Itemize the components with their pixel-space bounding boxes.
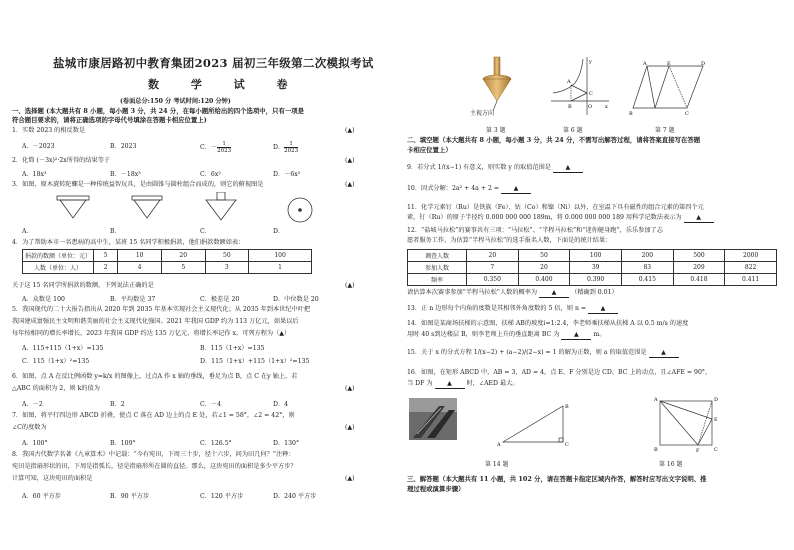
q8-option-c: C．120 平方步 [200, 493, 244, 500]
q13: 13．正 n 边形每个内角的度数是其相邻外角度数的 5 倍，则 n = ▲ [407, 305, 618, 314]
table-cell: 39 [570, 262, 622, 274]
fig14-triangle [497, 400, 575, 448]
q3-mark: (▲) [345, 181, 355, 188]
q4-option-d: D．中位数是 20 [273, 296, 319, 303]
table-cell: 50 [518, 250, 570, 262]
svg-text:A: A [643, 61, 647, 67]
section3-heading-2: 理过程或演算步骤） [407, 485, 465, 493]
q3-c-triangle [206, 200, 236, 220]
q6-option-c: C．－4 [200, 401, 222, 408]
table-cell: 1 [249, 262, 312, 274]
fig7-image-edge [669, 66, 687, 108]
fig6-label-y: y [589, 59, 592, 65]
svg-text:E: E [714, 417, 718, 423]
q7-line-1: 7．如图，将平行四边形 ABCD 折叠，使点 C 落在 AD 边上的点 E 处，若∠1 = 58°，∠2 = 42°，则 [12, 412, 295, 419]
q6-option-b: B．2 [110, 401, 125, 408]
q6-option-d: D．4 [273, 401, 289, 408]
section2-heading-2: 卡相应位置上） [407, 146, 452, 154]
marathon-table [407, 249, 777, 286]
right-column [397, 0, 794, 550]
table-cell: 0.411 [725, 274, 777, 286]
table-cell: 200 [621, 250, 673, 262]
table-cell: 0.418 [673, 274, 725, 286]
q8-mark: (▲) [345, 475, 355, 482]
q8-line-1: 8．我国古代数学名著《九章算术》中记载：“今有宛田，下周三十步，径十六步，问为田几何？”注释： [12, 451, 295, 458]
q8-option-b: B．90 平方步 [110, 493, 150, 500]
fig7-parallelogram [629, 60, 707, 116]
fig14-caption: 第 14 题 [485, 461, 509, 468]
q3-a-triangle [60, 200, 86, 218]
fig6-caption: 第 6 题 [563, 127, 583, 134]
q7-option-d: D．130° [273, 440, 300, 447]
fig6-label-b: B [568, 104, 572, 110]
table-row [23, 250, 312, 262]
table-cell: 0.400 [518, 274, 570, 286]
fig16-rectangle [652, 395, 722, 455]
q6-option-a: A．－2 [22, 401, 43, 408]
q5-line-3: 每年按相同的增长率增长，2023 年我国 GDP 约达 135 万亿元，将增长率记作 x，可列方程为（▲） [12, 330, 291, 337]
q8-line-2: 宛田是指扇形状的田，下周是指弧长，径是指扇形所在圆的直径。那么，这块宛田的面积是多少平方步？ [12, 463, 297, 470]
table-row [408, 250, 777, 262]
q8-line-3: 计算可知，这块宛田的面积是 [12, 475, 93, 482]
q1-option-c: C．－ $\frac{1}{2023}$ [200, 141, 232, 154]
svg-text:F: F [696, 448, 700, 454]
q6-line-2: △ABC 的面积为 2，则 k的值为 [12, 385, 100, 392]
table-cell: 4 [118, 262, 162, 274]
table-cell: 调查人数 [408, 250, 467, 262]
fig16-rect [660, 401, 712, 445]
q5-option-d: D．115（1+x）+115（1+x）²=135 [200, 358, 310, 365]
q16-line-1: 16．如图，在矩形 ABCD 中，AB = 3，AD = 4，点 E、F 分别是边 CD、BC 上的动点，且∠AFE = 90°， [407, 369, 712, 376]
q1-option-a: A．－2023 [22, 143, 55, 150]
fig6-label-o: O [588, 104, 593, 110]
fig7-fold-line [655, 66, 669, 108]
exam-title: 盐城市康居路初中教育集团2023 届初三年级第二次模拟考试 [53, 56, 374, 70]
table-cell: 50 [205, 250, 249, 262]
q14-line-2: 用时 40 s到达楼层 B，则李老师上升的垂直距离 BC 为 ▲ m。 [407, 331, 606, 338]
q8-option-a: A．60 平方步 [22, 493, 62, 500]
table-cell: 人数（单位：人） [23, 262, 94, 274]
q14-line-1: 14．如图是某商场扶梯的示意图，扶梯 AB的坡度i=1:2.4，李老师乘扶梯从扶梯 A 以 0.5 m/s 的速度 [407, 320, 689, 327]
table-cell: 捐款的数额（单位：元） [23, 250, 94, 262]
q3-c-stem [217, 192, 225, 200]
q6-line-1: 6．如图，点 A 在反比例函数 y=k/x 的图像上，过点A 作 x 轴的垂线，垂足为点 B，点 C 在y 轴上，若 [12, 373, 298, 380]
q4-stem: 4．为了帮助本市一名患病的高中生，某班 15 名同学积极捐款，他们捐款数额如表： [12, 239, 245, 246]
table-row [408, 262, 777, 274]
fig6-curve [553, 59, 583, 93]
fig6-ac-line [571, 85, 587, 93]
q12-line-2: 愿者服务工作，为估算“半程马拉松”的选手报名人数，下面是的统计结果： [407, 237, 612, 244]
fig14-right-angle [559, 438, 563, 442]
table-cell: 10 [118, 250, 162, 262]
svg-text:C: C [565, 442, 569, 448]
fig14-triangle-shape [503, 406, 563, 442]
q4-option-b: B．平均数是 37 [110, 296, 156, 303]
table-row [408, 274, 777, 286]
q2-option-d: D．－6x² [273, 171, 301, 178]
fig6-label-a: A [567, 79, 571, 85]
svg-text:B: B [565, 404, 569, 410]
q3-b-triangle [134, 200, 160, 218]
table-cell: 20 [518, 262, 570, 274]
fig6-label-c: C [589, 91, 593, 97]
q4-option-a: A．众数是 100 [22, 296, 65, 303]
q5-line-2: 我国建成富强民主文明和谐美丽的社会主义现代化强国。2021 年我国 GDP 约为 113 万亿元，如果以后 [12, 318, 299, 325]
table-row [23, 262, 312, 274]
q2-option-c: C．6x² [200, 171, 221, 178]
section2-heading: 二、填空题（本大题共有 8 小题，每小题 3 分，共 24 分，不需写出解答过程，请将答案直接写在答题 [407, 136, 701, 144]
q3-a-bar [57, 196, 89, 200]
q3-option-b: B． [110, 228, 121, 235]
svg-text:A: A [497, 442, 501, 448]
q5-option-c: C．115（1+x）²=135 [22, 358, 90, 365]
section3-heading: 三、解答题（本大题共有 11 小题，共 102 分，请在答题卡指定区域内作答，解答时应写出文字说明、推 [407, 475, 707, 483]
q4-line: 关于这 15 名同学所捐款的数额，下列说法正确的是 [12, 282, 154, 289]
q10: 10．因式分解：2a² + 4a + 2 = ▲ [407, 185, 531, 194]
table-cell: 0.415 [621, 274, 673, 286]
table-cell: 7 [467, 262, 519, 274]
table-cell: 5 [161, 262, 205, 274]
q3-options-figures [52, 192, 332, 232]
section1-heading: 一、选择题 (本大题共有 8 小题，每小题 3 分，共 24 分，在每小题所给出的四个选项中，只有一项是 [12, 107, 305, 115]
q12-line-1: 12．“盐城马拉松”的赛事共有三项：“马拉松”、“半程马拉松”和“迷你健身跑”，乐乐参加了志 [407, 227, 663, 234]
donation-table [22, 249, 312, 274]
q7-line-2: ∠C的度数为 [12, 424, 47, 431]
table-cell: 100 [570, 250, 622, 262]
exam-meta: (卷面总分:150 分 考试时间:120 分钟) [120, 98, 231, 105]
svg-text:D: D [701, 61, 706, 67]
q3-option-c: C． [200, 228, 211, 235]
q1-option-b: B．2023 [110, 143, 137, 150]
q11-line-1: 11．化学元素钉（Ru）是铁族（Fe）、钴（Co）和镍（Ni）以外，在室温下具有磁性的组合元素的第四个元 [407, 204, 704, 211]
q7-mark: (▲) [345, 424, 355, 431]
q15: 15．关于 x 的分式方程 1/(x−2) + (a−2)/(2−x) = 1 的解为正数，则 a 的取值范围是 ▲ [407, 349, 679, 358]
q7-option-a: A．100° [22, 440, 48, 447]
table-cell: 20 [467, 250, 519, 262]
q1-stem: 1．实数 2023 的相反数是 [12, 127, 86, 134]
table-cell: 100 [249, 250, 312, 262]
table-cell: 参加人数 [408, 262, 467, 274]
q1-mark: (▲) [345, 127, 355, 134]
fig7-outline [633, 66, 703, 108]
table-cell: 5 [94, 250, 118, 262]
q11-line-2: 素，钉（Ru）的原子半径约 0.000 000 000 189m，将 0.000 000 000 189 用科学记数法表示为 ▲ [407, 214, 714, 223]
fig3-caption: 第 3 题 [486, 127, 506, 134]
table-cell: 83 [621, 262, 673, 274]
table-cell: 0.350 [467, 274, 519, 286]
q6-mark: (▲) [345, 385, 355, 392]
table-cell: 频率 [408, 274, 467, 286]
fig6-bc-line [571, 93, 587, 101]
q7-option-c: C．126.5° [200, 440, 232, 447]
q4-mark: (▲) [345, 282, 355, 289]
fig7-caption: 第 7 题 [655, 127, 675, 134]
table-cell: 0.390 [570, 274, 622, 286]
fig3-direction-label: 主视方向 [470, 110, 495, 117]
q2-option-a: A．18x³ [22, 171, 47, 178]
q12-after: 请估算本次赛事参加“半程马拉松”人数的概率为 ▲ （精确到 0.01） [407, 289, 618, 296]
table-cell: 822 [725, 262, 777, 274]
fig14-escalator-photo [409, 398, 457, 440]
svg-text:A: A [654, 397, 658, 403]
q2-option-b: B．－18x³ [110, 171, 141, 178]
q2-mark: (▲) [345, 157, 355, 164]
svg-text:B: B [629, 111, 633, 116]
q7-option-b: B．109° [110, 440, 136, 447]
table-cell: 3 [205, 262, 249, 274]
table-cell: 20 [161, 250, 205, 262]
q4-option-c: C．极差是 20 [200, 296, 240, 303]
q3-option-a: A． [22, 228, 33, 235]
q3-b-bar [132, 196, 162, 200]
q3-stem: 3．如图，原木旋转陀螺是一种传统益智玩具，是由圆锥与圆柱组合而成的，则它的俯视图是 [12, 181, 264, 188]
fig6-label-x: x [605, 104, 608, 110]
q9: 9．若分式 1/(x−1) 有意义，则实数 y 的取值范围是 ▲ [407, 164, 583, 173]
q1-option-d: D． $\frac{1}{2023}$ [273, 141, 299, 154]
exam-subtitle: 数 学 试 卷 [148, 78, 302, 91]
svg-text:E: E [667, 61, 671, 67]
svg-text:C: C [685, 111, 689, 116]
q5-line-1: 5．我国现代的二十大报告指出从 2020 年到 2035 年基本实现社会主义现代化；从 2035 年到本世纪中叶把 [12, 306, 311, 313]
table-cell: 209 [673, 262, 725, 274]
q5-option-b: B．115（1+x）=135 [200, 345, 265, 352]
q16-line-2: 当 DF 为 ▲ 时，∠AED 最大。 [407, 380, 519, 387]
svg-text:D: D [714, 397, 719, 403]
svg-text:C: C [714, 447, 718, 453]
left-column [0, 0, 392, 550]
section1-heading-2: 符合题目要求的，请将正确选项的字母代号填涂在答题卡相应位置上) [12, 116, 207, 124]
table-cell: 500 [673, 250, 725, 262]
q3-d-dot [299, 209, 302, 212]
q3-option-d: D． [273, 228, 285, 235]
table-cell: 2 [94, 262, 118, 274]
fig6-hyperbola [547, 55, 611, 117]
fig16-caption: 第 16 题 [659, 461, 683, 468]
table-cell: 2000 [725, 250, 777, 262]
svg-text:B: B [654, 447, 658, 453]
q8-option-d: D．240 平方步 [273, 493, 317, 500]
q5-option-a: A．115+115（1+x）=135 [22, 345, 104, 352]
fig7-inner-line [647, 66, 655, 108]
q2-stem: 2．化简 (－3x)²·2x所得的结果等于 [12, 157, 111, 164]
